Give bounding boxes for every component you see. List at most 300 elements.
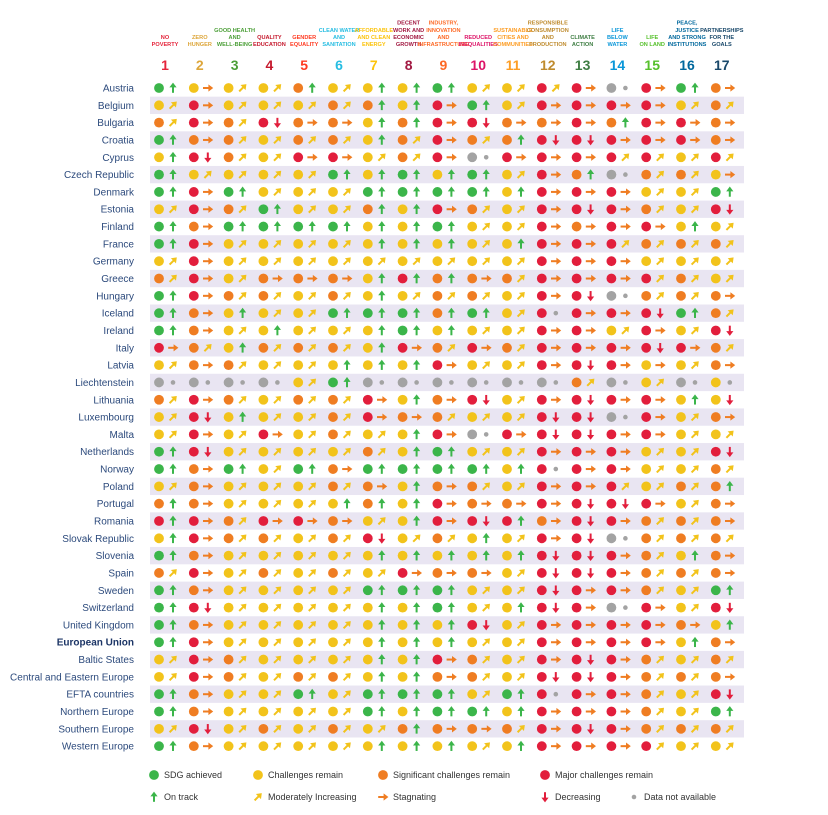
status-dot: [607, 620, 617, 630]
status-dot: [259, 395, 269, 405]
status-dot: [293, 516, 303, 526]
status-dot: [189, 620, 199, 630]
trend-arrow: [306, 393, 318, 405]
trend-arrow: [691, 221, 698, 231]
trend-arrow: [447, 431, 457, 438]
score-cell: [537, 499, 561, 509]
score-cell: [328, 118, 352, 128]
status-dot: [676, 256, 686, 266]
status-dot: [433, 412, 443, 422]
score-cell: [711, 499, 735, 509]
status-dot: [502, 620, 512, 630]
goal-name-line: CLIMATE: [570, 34, 595, 41]
status-dot: [641, 499, 651, 509]
score-cell: [259, 671, 284, 683]
trend-arrow: [271, 567, 283, 579]
status-dot: [537, 170, 547, 180]
trend-arrow: [378, 602, 385, 612]
status-dot: [607, 447, 617, 457]
status-dot: [641, 204, 651, 214]
status-dot: [154, 239, 164, 249]
score-cell: [259, 567, 284, 579]
score-cell: [711, 151, 736, 163]
score-cell: [572, 187, 596, 197]
table-row: [96, 289, 735, 302]
status-dot: [641, 118, 651, 128]
score-cell: [154, 567, 179, 579]
trend-arrow: [237, 393, 249, 405]
status-dot: [154, 118, 164, 128]
status-dot: [676, 568, 686, 578]
trend-arrow: [586, 188, 596, 195]
trend-arrow: [552, 603, 559, 613]
status-dot: [224, 516, 234, 526]
trend-arrow: [271, 151, 283, 163]
status-dot: [259, 724, 269, 734]
status-dot: [467, 378, 477, 388]
status-dot: [154, 274, 164, 284]
score-cell: [328, 393, 353, 405]
table-row: [101, 270, 744, 287]
status-dot: [398, 291, 408, 301]
row-stripe: [150, 339, 744, 356]
status-dot: [467, 568, 477, 578]
goal-name-line: GENDER: [292, 34, 317, 41]
score-cell: [607, 603, 628, 613]
score-cell: [676, 740, 701, 752]
status-dot: [293, 637, 303, 647]
status-dot: [607, 568, 617, 578]
status-dot: [398, 343, 408, 353]
status-dot: [502, 378, 512, 388]
score-cell: [641, 430, 665, 440]
score-cell: [224, 324, 249, 336]
trend-arrow: [621, 673, 631, 680]
trend-arrow: [203, 292, 213, 299]
trend-arrow: [621, 396, 631, 403]
status-dot: [467, 655, 477, 665]
status-dot: [293, 741, 303, 751]
status-dot: [328, 430, 338, 440]
score-cell: [224, 636, 249, 648]
score-cell: [328, 740, 353, 752]
status-dot: [224, 568, 234, 578]
score-cell: [572, 464, 596, 474]
table-row: [98, 97, 744, 114]
legend-trend-icon: [150, 792, 157, 802]
score-cell: [711, 255, 736, 267]
status-dot: [398, 430, 408, 440]
status-dot: [398, 222, 408, 232]
score-cell: [711, 83, 735, 93]
score-cell: [363, 221, 386, 231]
status-dot: [502, 430, 512, 440]
score-cell: [363, 567, 388, 579]
score-cell: [189, 187, 213, 197]
status-dot: [293, 378, 303, 388]
trend-arrow: [203, 535, 213, 542]
status-dot: [398, 83, 408, 93]
trend-arrow: [341, 393, 353, 405]
score-cell: [189, 326, 213, 336]
trend-arrow: [169, 706, 176, 716]
score-cell: [224, 393, 249, 405]
goal-name-line: WORK AND: [393, 27, 425, 34]
status-dot: [363, 239, 373, 249]
status-dot: [572, 274, 582, 284]
status-dot: [189, 378, 199, 388]
status-dot: [572, 499, 582, 509]
status-dot: [502, 135, 512, 145]
table-row: [101, 220, 736, 233]
status-dot: [363, 568, 373, 578]
status-dot: [676, 741, 686, 751]
score-cell: [363, 602, 386, 612]
score-cell: [259, 430, 283, 440]
status-dot: [154, 187, 164, 197]
trend-arrow: [619, 151, 631, 163]
status-dot: [224, 603, 234, 613]
status-dot: [711, 274, 721, 284]
legend-status-label: Challenges remain: [268, 770, 344, 781]
table-row: [82, 601, 733, 614]
score-cell: [328, 498, 351, 508]
goal-number-label: 4: [265, 57, 274, 73]
score-cell: [502, 602, 525, 612]
score-cell: [328, 289, 353, 301]
trend-arrow: [343, 498, 350, 508]
trend-arrow: [551, 362, 561, 369]
trend-arrow: [623, 172, 628, 177]
status-dot: [641, 395, 651, 405]
status-dot: [641, 378, 651, 388]
score-cell: [502, 741, 525, 751]
status-dot: [363, 256, 373, 266]
country-label: Liechtenstein: [75, 377, 134, 389]
goal-name-line: WELL-BEING: [216, 42, 253, 48]
status-dot: [259, 447, 269, 457]
score-cell: [398, 255, 423, 267]
status-dot: [154, 603, 164, 613]
score-cell: [363, 325, 386, 335]
country-label: Netherlands: [80, 447, 134, 459]
score-cell: [607, 222, 631, 232]
status-dot: [676, 412, 686, 422]
status-dot: [537, 412, 547, 422]
score-cell: [259, 497, 284, 509]
trend-arrow: [689, 532, 701, 544]
country-label: EFTA countries: [66, 689, 134, 701]
status-dot: [607, 256, 617, 266]
status-dot: [711, 603, 721, 613]
trend-arrow: [516, 119, 526, 126]
trend-arrow: [413, 187, 420, 197]
trend-arrow: [621, 188, 631, 195]
score-cell: [224, 116, 249, 128]
trend-arrow: [309, 83, 316, 93]
trend-arrow: [341, 705, 353, 717]
trend-arrow: [654, 567, 666, 579]
status-dot: [259, 672, 269, 682]
score-cell: [363, 706, 386, 716]
trend-arrow: [203, 673, 213, 680]
trend-arrow: [551, 708, 561, 715]
score-cell: [224, 151, 249, 163]
trend-arrow: [167, 359, 179, 371]
trend-arrow: [689, 463, 701, 475]
score-cell: [398, 289, 423, 301]
status-dot: [433, 135, 443, 145]
status-dot: [224, 100, 234, 110]
status-dot: [189, 637, 199, 647]
country-label: Malta: [109, 429, 134, 441]
score-cell: [433, 706, 456, 716]
trend-arrow: [413, 394, 420, 404]
status-dot: [224, 655, 234, 665]
status-dot: [328, 447, 338, 457]
status-dot: [537, 256, 547, 266]
score-cell: [676, 255, 701, 267]
status-dot: [433, 603, 443, 613]
status-dot: [154, 551, 164, 561]
status-dot: [363, 291, 373, 301]
trend-arrow: [203, 188, 213, 195]
goal-name-line: POVERTY: [151, 42, 179, 48]
goal-number-label: 6: [335, 57, 343, 73]
legend: [149, 770, 716, 803]
trend-arrow: [203, 465, 213, 472]
status-dot: [711, 239, 721, 249]
status-dot: [189, 222, 199, 232]
score-cell: [572, 499, 595, 509]
status-dot: [154, 516, 164, 526]
status-dot: [502, 222, 512, 232]
status-dot: [537, 187, 547, 197]
status-dot: [259, 239, 269, 249]
score-cell: [502, 532, 527, 544]
score-cell: [676, 637, 699, 647]
trend-arrow: [203, 396, 213, 403]
status-dot: [607, 741, 617, 751]
status-dot: [224, 274, 234, 284]
score-cell: [537, 118, 561, 128]
score-cell: [189, 672, 213, 682]
status-dot: [607, 551, 617, 561]
score-cell: [433, 221, 456, 231]
trend-arrow: [169, 221, 176, 231]
status-dot: [537, 239, 547, 249]
status-dot: [537, 620, 547, 630]
score-cell: [259, 255, 284, 267]
status-dot: [572, 551, 582, 561]
status-dot: [502, 724, 512, 734]
trend-arrow: [376, 567, 388, 579]
status-dot: [259, 741, 269, 751]
status-dot: [467, 689, 477, 699]
row-stripe: [150, 305, 744, 322]
status-dot: [293, 672, 303, 682]
table-row: [60, 705, 733, 718]
score-cell: [189, 395, 213, 405]
score-cell: [467, 568, 491, 578]
trend-arrow: [341, 636, 353, 648]
goal-name-label: [152, 35, 179, 48]
status-dot: [537, 499, 547, 509]
status-dot: [502, 707, 512, 717]
status-dot: [502, 481, 512, 491]
status-dot: [363, 481, 373, 491]
score-cell: [502, 289, 527, 301]
trend-arrow: [169, 325, 176, 335]
score-cell: [607, 499, 630, 509]
trend-arrow: [551, 743, 561, 750]
trend-arrow: [271, 186, 283, 198]
status-dot: [711, 343, 721, 353]
status-dot: [363, 100, 373, 110]
status-dot: [154, 430, 164, 440]
trend-arrow: [413, 602, 420, 612]
score-cell: [502, 567, 527, 579]
legend-status-dot: [149, 770, 159, 780]
goal-name-line: HUNGER: [187, 42, 212, 48]
table-row: [78, 651, 744, 668]
status-dot: [467, 585, 477, 595]
status-dot: [711, 551, 721, 561]
trend-arrow: [306, 255, 318, 267]
status-dot: [154, 637, 164, 647]
status-dot: [363, 551, 373, 561]
trend-arrow: [271, 463, 283, 475]
trend-arrow: [167, 255, 179, 267]
score-cell: [293, 601, 318, 613]
country-label: Austria: [102, 83, 134, 95]
status-dot: [711, 724, 721, 734]
status-dot: [467, 724, 477, 734]
status-dot: [398, 152, 408, 162]
trend-arrow: [586, 604, 596, 611]
status-dot: [467, 308, 477, 318]
status-dot: [293, 620, 303, 630]
trend-arrow: [239, 187, 246, 197]
status-dot: [224, 187, 234, 197]
goal-name-label: [639, 35, 664, 48]
status-dot: [224, 620, 234, 630]
score-cell: [537, 291, 561, 301]
goal-name-line: AND: [541, 34, 554, 41]
score-cell: [189, 464, 213, 474]
status-dot: [363, 412, 373, 422]
score-cell: [224, 532, 249, 544]
goal-name-line: EDUCATION: [252, 42, 286, 48]
status-dot: [259, 291, 269, 301]
status-dot: [711, 395, 721, 405]
trend-arrow: [551, 639, 561, 646]
status-dot: [363, 603, 373, 613]
goal-name-label: [290, 35, 319, 48]
trend-arrow: [306, 567, 318, 579]
status-dot: [328, 637, 338, 647]
status-dot: [293, 360, 303, 370]
status-dot: [537, 637, 547, 647]
goal-number-label: 15: [644, 57, 660, 73]
trend-arrow: [271, 359, 283, 371]
status-dot: [363, 395, 373, 405]
trend-arrow: [621, 708, 631, 715]
status-dot: [711, 655, 721, 665]
status-dot: [363, 637, 373, 647]
status-dot: [676, 308, 686, 318]
status-dot: [502, 204, 512, 214]
trend-arrow: [341, 601, 353, 613]
status-dot: [433, 655, 443, 665]
trend-arrow: [483, 533, 490, 543]
trend-arrow: [271, 740, 283, 752]
status-dot: [328, 741, 338, 751]
score-cell: [293, 289, 318, 301]
status-dot: [467, 239, 477, 249]
status-dot: [154, 135, 164, 145]
country-label: Denmark: [93, 187, 134, 199]
status-dot: [224, 83, 234, 93]
score-cell: [676, 705, 701, 717]
legend-status-label: SDG achieved: [164, 770, 223, 781]
status-dot: [363, 326, 373, 336]
status-dot: [467, 291, 477, 301]
goal-name-line: ECONOMIC: [393, 34, 424, 41]
status-dot: [189, 568, 199, 578]
trend-arrow: [587, 499, 594, 509]
country-label: Western Europe: [61, 741, 134, 753]
trend-arrow: [551, 188, 561, 195]
status-dot: [328, 256, 338, 266]
status-dot: [572, 204, 582, 214]
score-cell: [328, 532, 353, 544]
score-cell: [607, 533, 628, 543]
status-dot: [502, 118, 512, 128]
trend-arrow: [654, 705, 666, 717]
trend-arrow: [378, 221, 385, 231]
trend-arrow: [690, 119, 700, 126]
score-cell: [154, 221, 176, 231]
country-label: Finland: [101, 222, 134, 234]
status-dot: [259, 326, 269, 336]
score-cell: [467, 636, 492, 648]
trend-arrow: [480, 359, 492, 371]
trend-arrow: [655, 604, 665, 611]
status-dot: [607, 412, 617, 422]
status-dot: [363, 447, 373, 457]
status-dot: [293, 100, 303, 110]
legend-status-dot: [378, 770, 388, 780]
status-dot: [607, 239, 617, 249]
score-cell: [224, 671, 249, 683]
trend-arrow: [237, 428, 249, 440]
status-dot: [154, 412, 164, 422]
status-dot: [189, 655, 199, 665]
status-dot: [537, 83, 547, 93]
status-dot: [224, 533, 234, 543]
status-dot: [398, 308, 408, 318]
country-label: Central and Eastern Europe: [10, 672, 134, 684]
row-stripe: [150, 443, 744, 460]
trend-arrow: [378, 290, 385, 300]
status-dot: [154, 291, 164, 301]
legend-status-label: Significant challenges remain: [393, 770, 511, 781]
status-dot: [398, 187, 408, 197]
goal-name-line: BELOW: [606, 34, 628, 41]
status-dot: [572, 291, 582, 301]
status-dot: [259, 499, 269, 509]
